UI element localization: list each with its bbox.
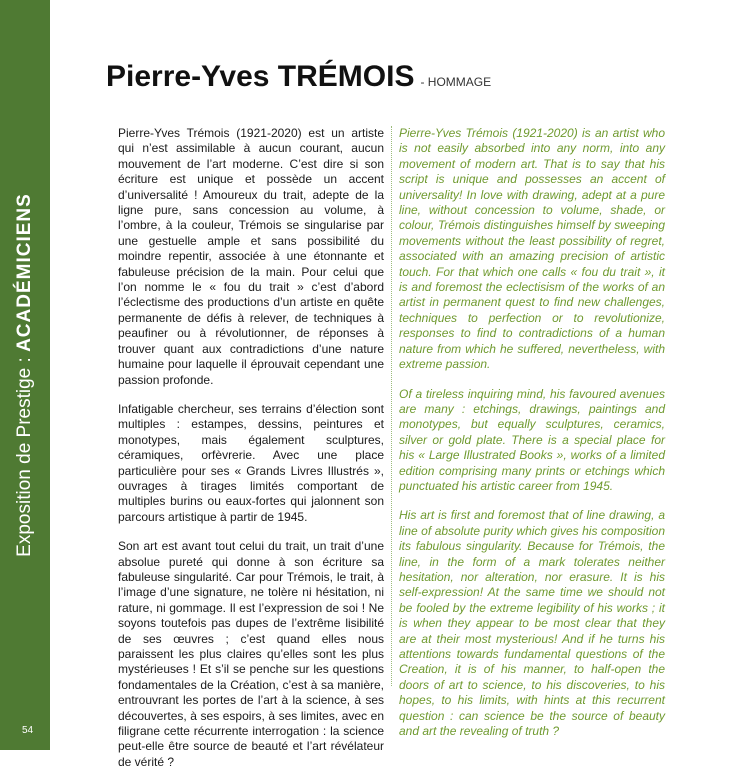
column-divider — [391, 126, 392, 686]
english-paragraph-3: His art is first and foremost that of line drawing, a line of absolute purity which gives his composition its fabulous singularity. Because for Trémois, the line, in the form of a mark tolerates neither hesitation, nor alteration, nor erasure. It is his self-expression! At the same time we should not be fooled by the extreme legibility of his works ; it is when they appear to be most clear that they are at their most mysterious! And if he turns his attentions towards fundamental questions of the Creation, it is of his manner, to half-open the doors of art to science, to his discoveries, to his hopes, to his limits, with hints at this recurrent question : can science be the source of beauty and art the revealing of truth ? — [399, 508, 665, 739]
page-title — [106, 60, 491, 94]
sidebar — [0, 0, 50, 750]
sidebar-prefix: Exposition de Prestige : — [14, 351, 35, 557]
french-paragraph-2: Infatigable chercheur, ses terrains d’élection sont multiples : estampes, dessins, peintures et monotypes, mais également sculptures, céramiques, orfèvrerie. Avec une place particulière pour ses « Grands Livres Illustrés », ouvrages à tirages limités comportant de multiples burins ou eaux-fortes qui jalonnent son parcours artistique à partir de 1945. — [118, 401, 384, 524]
sidebar-title — [14, 193, 36, 557]
english-paragraph-2: Of a tireless inquiring mind, his favoured avenues are many : etchings, drawings, paintings and monotypes, but equally sculptures, ceramics, silver or gold plate. There is a special place for his « Large Illustrated Books », works of a limited edition comprising many prints or etchings which punctuated his artistic career from 1945. — [399, 386, 665, 493]
title-subtitle: - HOMMAGE — [420, 75, 492, 89]
french-column — [118, 126, 384, 784]
english-column — [399, 126, 665, 753]
page-number: 54 — [22, 725, 34, 736]
artist-name: Pierre-Yves TRÉMOIS — [106, 60, 415, 93]
english-paragraph-1: Pierre-Yves Trémois (1921-2020) is an artist who is not easily absorbed into any norm, into any movement of modern art. That is to say that his script is unique and possesses an accent of universality! In love with drawing, adept at a pure line, without concession to volume, shade, or colour, Trémois distinguishes himself by sweeping movements without the least possibility of regret, associated with an amazing precision of artistic touch. For that which one calls « fou du trait », it is and foremost the eclectisism of the works of an artist in permanent quest to find new challenges, techniques to perfection or to revolutionize, responses to find to contradictions of a human nature from which he suffered, nevertheless, with extreme passion. — [399, 126, 665, 372]
sidebar-section: ACADÉMICIENS — [14, 193, 35, 352]
french-paragraph-1: Pierre-Yves Trémois (1921-2020) est un artiste qui n’est assimilable à aucun courant, aucun mouvement de l’art moderne. C’est dire si son écriture est unique et possède un accent d’universalité ! Amoureux du trait, adepte de la ligne pure, sans concession au volume, à l’ombre, à la couleur, Trémois se singularise par une gestuelle ample et sans possibilité du moindre repentir, associée à une étonnante et fabuleuse précision de la main. Pour celui que l’on nomme le « fou du trait » c’est d’abord l’éclectisme des productions d’un artiste en quête permanente de défis à relever, de techniques à peaufiner ou à révolutionner, de réponses à trouver quant aux contradictions d’une nature humaine pour laquelle il éprouvait cependant une passion profonde. — [118, 126, 384, 387]
french-paragraph-3: Son art est avant tout celui du trait, un trait d’une absolue pureté qui donne à son écriture sa fabuleuse singularité. Car pour Trémois, le trait, à l’image d’une signature, ne tolère ni hésitation, ni rature, ni gommage. Il est l’expression de soi ! Ne soyons toutefois pas dupes de l’extrême lisibilité de ses œuvres ; c’est quand elles nous paraissent les plus claires qu’elles sont les plus mystérieuses ! Et s’il se penche sur les questions fondamentales de la Création, c’est à sa manière, entrouvrant les portes de l’art à la science, à ses découvertes, à ses espoirs, à ses limites, avec en filigrane cette récurrente interrogation : la science peut-elle être source de beauté et l’art révélateur de vérité ? — [118, 539, 384, 769]
